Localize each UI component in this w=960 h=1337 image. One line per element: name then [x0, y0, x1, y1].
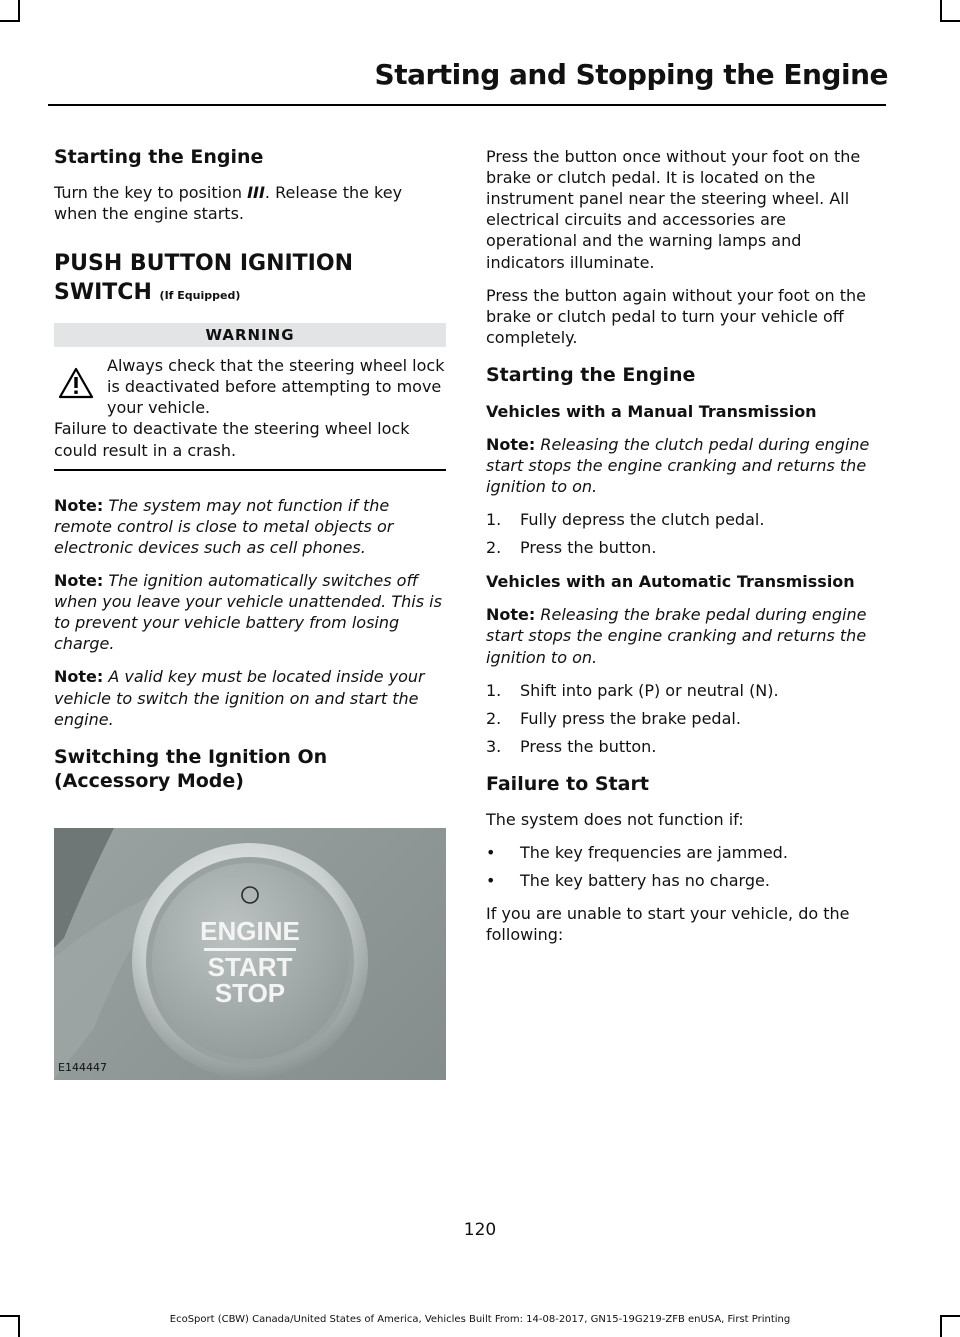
note-text: The system may not function if the remote control is close to metal objects or electronic devices such as cell phones. — [54, 495, 394, 557]
note-3 — [54, 666, 446, 729]
note-label: Note: — [54, 571, 104, 591]
warning-body — [54, 355, 446, 461]
image-caption: E144447 — [58, 1061, 107, 1074]
step-number: 2. — [486, 538, 502, 558]
failure-bullets — [486, 842, 880, 891]
starting-text-1: Turn the key to position — [54, 182, 242, 202]
button-label-stop: STOP — [214, 978, 286, 1008]
note-auto — [486, 604, 880, 667]
note-label: Note: — [54, 667, 104, 687]
button-label-start: START — [207, 952, 293, 982]
starting-instructions — [54, 182, 446, 224]
bullet-mark: • — [486, 842, 496, 862]
step-text: Press the button. — [520, 538, 657, 558]
list-item — [486, 870, 880, 891]
warning-text-rest: Failure to deactivate the steering wheel lock could result in a crash. — [54, 419, 410, 460]
button-label-engine: ENGINE — [200, 916, 300, 946]
starting-text-2: . Release the key when the engine starts. — [54, 182, 403, 223]
paragraph-press-again: Press the button again without your foot on the brake or clutch pedal to turn your vehicle off completely. — [486, 285, 866, 347]
failure-outro: If you are unable to start your vehicle, do the following: — [486, 904, 850, 945]
key-position: III — [247, 182, 265, 202]
note-text: A valid key must be located inside your vehicle to switch the ignition on and start the engine. — [54, 667, 425, 729]
note-label: Note: — [486, 434, 536, 454]
bullet-mark: • — [486, 870, 496, 890]
heading-accessory-mode: Switching the Ignition On (Accessory Mode) — [54, 745, 328, 792]
bullet-text: The key battery has no charge. — [520, 870, 770, 890]
if-equipped-label: (If Equipped) — [159, 288, 241, 302]
list-item — [486, 708, 880, 729]
heading-failure-to-start: Failure to Start — [486, 772, 649, 795]
note-label: Note: — [54, 495, 104, 515]
header-rule — [48, 104, 886, 106]
heading-starting-engine: Starting the Engine — [54, 146, 264, 168]
crop-mark — [940, 20, 960, 22]
heading-push-button-text: PUSH BUTTON IGNITION SWITCH — [54, 250, 353, 305]
crop-mark — [18, 0, 20, 20]
heading-automatic-transmission: Vehicles with an Automatic Transmission — [486, 572, 855, 592]
start-stop-button-illustration — [54, 828, 446, 1080]
page-footer: EcoSport (CBW) Canada/United States of America, Vehicles Built From: 14-08-2017, GN15-19G219-ZFB enUSA, First Printing — [169, 1314, 791, 1325]
note-manual — [486, 434, 880, 497]
warning-rule — [54, 469, 446, 471]
warning-heading: WARNING — [54, 323, 446, 347]
warning-text-indented: Always check that the steering wheel lock is deactivated before attempting to move your vehicle. — [107, 356, 445, 418]
step-number: 2. — [486, 708, 502, 728]
warning-triangle-icon — [58, 367, 94, 399]
note-2 — [54, 570, 446, 654]
page-number: 120 — [463, 1220, 497, 1240]
note-1 — [54, 495, 446, 558]
step-text: Fully depress the clutch pedal. — [520, 510, 765, 530]
step-number: 3. — [486, 736, 502, 756]
crop-mark — [940, 0, 942, 20]
list-item — [486, 537, 880, 558]
note-text: The ignition automatically switches off when you leave your vehicle unattended. This is to prevent your vehicle battery from losing charge. — [54, 571, 442, 654]
step-text: Fully press the brake pedal. — [520, 708, 741, 728]
list-item — [486, 680, 880, 701]
paragraph-press-once: Press the button once without your foot on the brake or clutch pedal. It is located on the instrument panel near the steering wheel. All electrical circuits and accessories are operational and the warning lamps and indicators illuminate. — [486, 147, 861, 272]
step-text: Shift into park (P) or neutral (N). — [520, 680, 779, 700]
heading-starting-engine-right: Starting the Engine — [486, 363, 696, 386]
failure-intro: The system does not function if: — [486, 809, 744, 829]
steps-automatic — [486, 680, 880, 757]
heading-manual-transmission: Vehicles with a Manual Transmission — [486, 401, 817, 421]
list-item — [486, 736, 880, 757]
button-label-divider — [204, 948, 296, 951]
right-column — [486, 146, 880, 957]
warning-box — [54, 323, 446, 471]
bullet-text: The key frequencies are jammed. — [520, 842, 788, 862]
start-stop-button-svg — [54, 828, 446, 1080]
steps-manual — [486, 509, 880, 558]
step-text: Press the button. — [520, 736, 657, 756]
page-header-title: Starting and Stopping the Engine — [374, 58, 888, 91]
left-column — [54, 146, 446, 805]
crop-mark — [0, 20, 20, 22]
list-item — [486, 509, 880, 530]
note-label: Note: — [486, 605, 536, 625]
heading-push-button — [54, 250, 446, 307]
step-number: 1. — [486, 680, 502, 700]
note-text: Releasing the clutch pedal during engine start stops the engine cranking and returns the ignition to on. — [486, 434, 870, 496]
note-text: Releasing the brake pedal during engine start stops the engine cranking and returns the ignition to on. — [486, 605, 867, 667]
step-number: 1. — [486, 510, 502, 530]
list-item — [486, 842, 880, 863]
